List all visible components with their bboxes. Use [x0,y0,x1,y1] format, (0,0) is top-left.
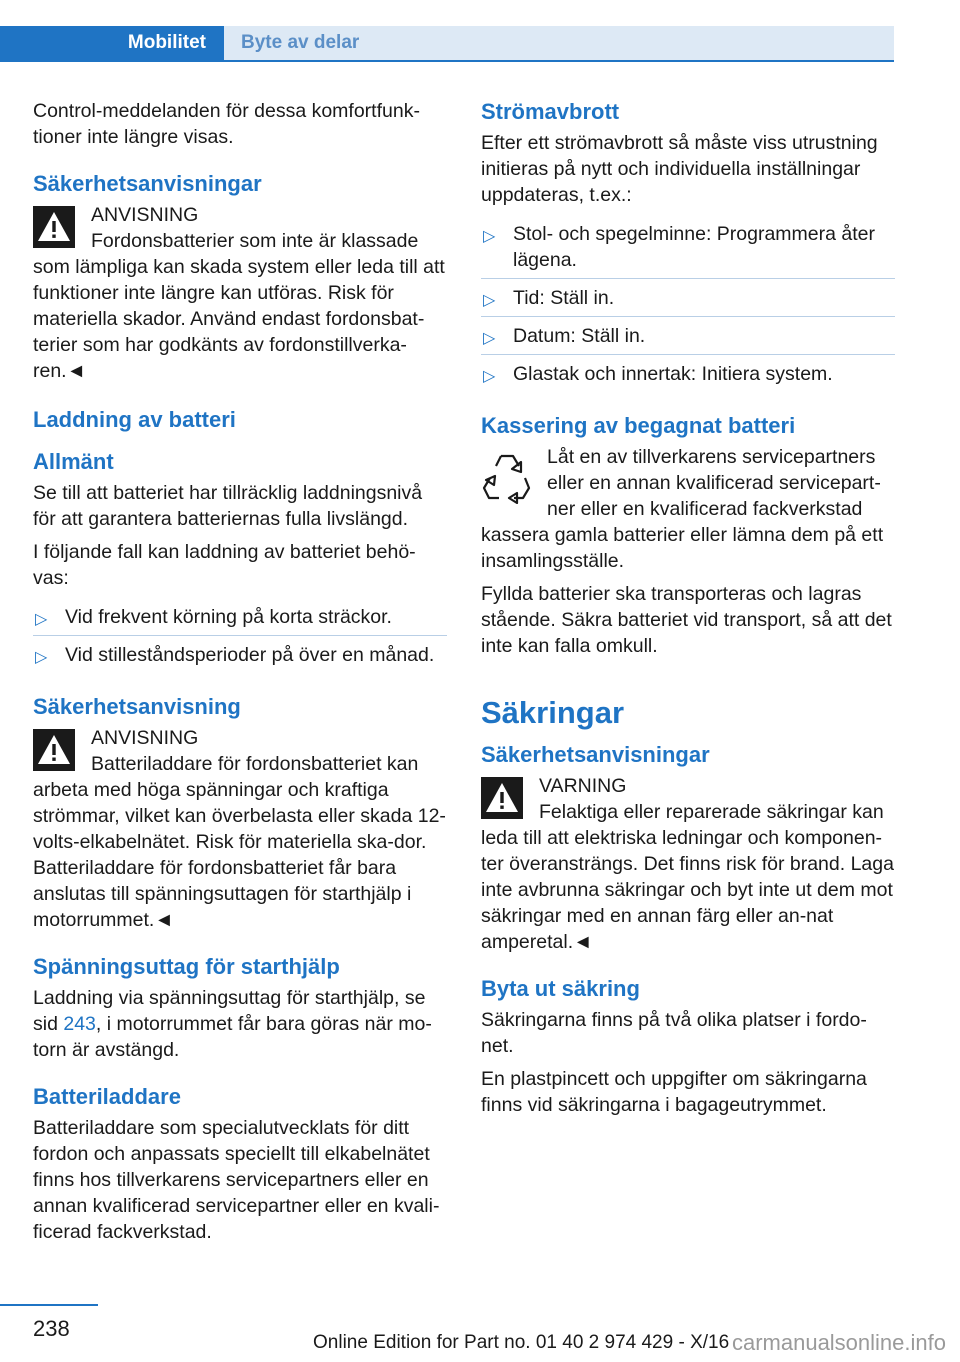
socket-text: , i motorrummet får bara göras när mo-torn är avstängd. [33,1013,432,1061]
list-item [481,355,895,392]
recycle-icon [481,450,533,504]
list-item [481,279,895,317]
list-item-text: Stol- och spegelminne: Programmera åter lägena. [513,223,875,271]
list-item [481,317,895,355]
notice-block-2 [33,725,447,933]
header-rule [0,60,894,62]
disposal-paragraph: Låt en av tillverkarens servicepartners eller en annan kvalificerad servicepart-ner eller en kvalificerad fackverkstad kassera gamla batterier eller lämna dem på ett insamlingsställe. [481,446,884,572]
disposal-block [481,444,895,574]
tab-mobilitet[interactable]: Mobilitet [0,26,224,60]
left-column [33,98,447,1252]
list-item-text: Tid: Ställ in. [513,287,615,309]
warning-block [481,773,895,955]
list-item [33,636,447,673]
list-item-text: Glastak och innertak: Initiera system. [513,363,833,385]
notice-text: Fordonsbatterier som inte är klassade som lämpliga kan skada system eller leda till att funktioner inte längre kan utföras. Risk för materiella skador. Använd endast fordonsbat-terier som har godkänts av fordonstillverka-ren.◄ [33,230,445,382]
watermark: carmanualsonline.info [731,1330,946,1355]
safety-heading-1: Säkerhetsanvisningar [33,171,262,196]
replace-paragraph-1: Säkringarna finns på två olika platser i fordo-net. [481,1009,867,1057]
notice-block-1 [33,202,447,384]
edition-text: Online Edition for Part no. 01 40 2 974 429 - X/16 [313,1332,730,1353]
warning-text: Felaktiga eller reparerade säkringar kan leda till att elektriska ledningar och komponen-ter överansträngs. Det finns risk för brand. Laga inte avbrunna säkringar och byt inte ut dem mot säkringar med en annan färg eller an-nat amperetal.◄ [481,801,894,953]
general-paragraph-2: I följande fall kan laddning av batteriet behö-vas: [33,541,416,589]
socket-paragraph [33,985,447,1063]
page-number: 238 [33,1316,70,1341]
charging-heading: Laddning av batteri [33,407,236,432]
warning-label: VARNING [539,775,627,797]
general-paragraph-1: Se till att batteriet har tillräcklig laddningsnivå för att garantera batteriernas fulla livslängd. [33,482,423,530]
safety-heading-2: Säkerhetsanvisning [33,694,241,719]
right-column [481,98,895,1125]
triangle-bullet-icon: ▷ [35,649,48,666]
replace-heading: Byta ut säkring [481,976,640,1001]
notice-label: ANVISNING [91,727,199,749]
warning-triangle-icon [33,206,75,248]
socket-text: Laddning via spänningsuttag för starthjälp, se sid [33,987,426,1035]
list-item [481,215,895,279]
disposal-paragraph-2: Fyllda batterier ska transporteras och lagras stående. Säkra batteriet vid transport, så att det inte kan falla omkull. [481,583,892,657]
charger-paragraph: Batteriladdare som specialutvecklats för ditt fordon och anpassats speciellt till elkabelnätet finns hos tillverkarens servicepartners eller en annan kvalificerad servicepartner eller en kvali-ficerad fackverkstad. [33,1117,440,1243]
notice-text: Batteriladdare för fordonsbatteriet kan arbeta med höga spänningar och kraftiga strömmar, vilket kan överbelasta eller skada 12-volts-elkabelnätet. Risk för materiella ska-dor. Batteriladdare för fordonsbatteriet får bara anslutas till spänningsuttagen för starthjälp i motorrummet.◄ [33,753,446,931]
tab-byte-av-delar[interactable]: Byte av delar [224,26,894,60]
list-item-text: Datum: Ställ in. [513,325,646,347]
triangle-bullet-icon: ▷ [483,228,496,245]
warning-triangle-icon [481,777,523,819]
intro-paragraph: Control-meddelanden för dessa komfortfunk-tioner inte längre visas. [33,100,420,148]
notice-label: ANVISNING [91,204,199,226]
triangle-bullet-icon: ▷ [35,611,48,628]
socket-heading: Spänningsuttag för starthjälp [33,954,340,979]
replace-paragraph-2: En plastpincett och uppgifter om säkringarna finns vid säkringarna i bagageutrymmet. [481,1068,867,1116]
general-list [33,598,447,673]
disposal-heading: Kassering av begagnat batteri [481,413,796,438]
general-heading: Allmänt [33,449,114,474]
triangle-bullet-icon: ▷ [483,330,496,347]
charger-heading: Batteriladdare [33,1084,181,1109]
power-heading: Strömavbrott [481,99,620,124]
fuses-heading: Säkringar [481,695,625,730]
warning-triangle-icon [33,729,75,771]
triangle-bullet-icon: ▷ [483,368,496,385]
header-bar [0,0,960,62]
triangle-bullet-icon: ▷ [483,292,496,309]
page-link-243[interactable]: 243 [63,1013,96,1035]
footer-rule [0,1304,98,1306]
list-item [33,598,447,636]
list-item-text: Vid frekvent körning på korta sträckor. [65,606,392,628]
fuses-safety-heading: Säkerhetsanvisningar [481,742,710,767]
power-paragraph: Efter ett strömavbrott så måste viss utrustning initieras på nytt och individuella inställningar uppdateras, t.ex.: [481,132,878,206]
list-item-text: Vid stilleståndsperioder på över en månad. [65,644,435,666]
power-list [481,215,895,392]
